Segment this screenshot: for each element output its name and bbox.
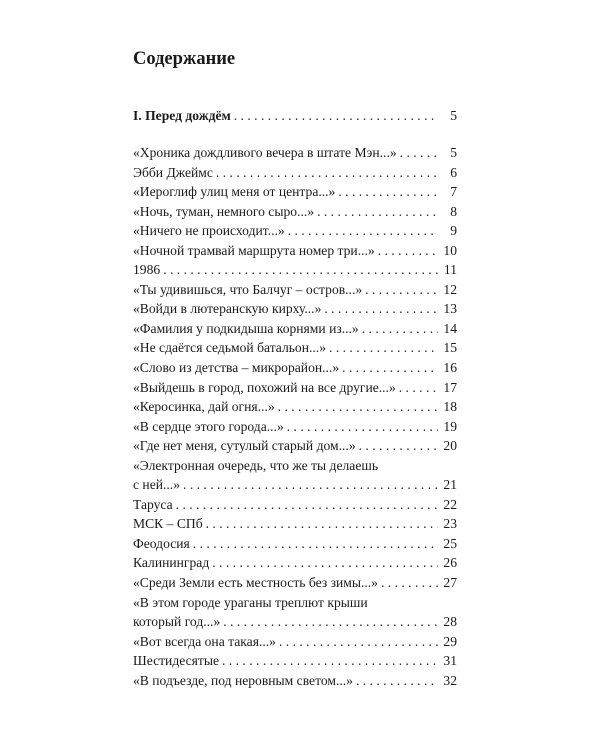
dot-leader [378,241,438,261]
dot-leader [365,280,438,300]
toc-entry[interactable] [133,534,457,554]
toc-entry-row [133,358,457,378]
dot-leader [324,299,438,319]
toc-entry-row [133,417,457,437]
toc-entry-row [133,514,457,534]
toc-entry-page: 5 [450,145,457,160]
dot-leader [400,143,438,163]
toc-entry-title: «Выйдешь в город, похожий на все другие...» [133,379,396,395]
dot-leader [216,163,438,183]
toc-entry-title: Калининград [133,555,210,571]
toc-entry-page: 12 [443,281,457,297]
toc-entry-row [133,553,457,573]
toc-entry[interactable] [133,436,457,456]
toc-entry[interactable] [133,260,457,280]
toc-entry-row [133,378,457,398]
toc-entry[interactable] [133,573,457,593]
toc-entry-page: 26 [443,555,457,571]
toc-section-page: 5 [450,108,457,123]
toc-entry[interactable] [133,456,457,495]
toc-entry-row [133,612,457,632]
toc-entry[interactable] [133,495,457,515]
dot-leader [278,397,438,417]
toc-entry-page: 11 [443,262,457,278]
toc-entry-title: «Ты удивишься, что Балчуг – остров...» [133,281,363,297]
toc-entry[interactable] [133,514,457,534]
toc-entry-title: 1986 [133,262,161,278]
toc-entry[interactable] [133,280,457,300]
toc-entry-title: «Керосинка, дай огня...» [133,399,275,415]
toc-section-row[interactable] [133,106,457,126]
dot-leader [338,182,438,202]
dot-leader [206,514,438,534]
toc-entry-page: 23 [443,516,457,532]
toc-entry[interactable] [133,299,457,319]
toc-entry-row [133,632,457,652]
toc-section [133,106,457,126]
toc-entry[interactable] [133,143,457,163]
dot-leader [176,495,438,515]
toc-entry[interactable] [133,221,457,241]
toc-entry-page: 10 [443,242,457,258]
dot-leader [287,417,438,437]
toc-entry-title: «Где нет меня, сутулый старый дом...» [133,438,356,454]
toc-entry-title: Шестидесятые [133,653,220,669]
toc-entry-page: 19 [443,418,457,434]
toc-entry[interactable] [133,671,457,691]
toc-entry[interactable] [133,241,457,261]
toc-entry[interactable] [133,632,457,652]
toc-entry-page: 14 [443,320,457,336]
page-title: Содержание [133,49,236,69]
toc-entry-page: 25 [443,535,457,551]
toc-entry-page: 22 [443,496,457,512]
toc-entry-row [133,299,457,319]
toc-entry-page: 13 [443,301,457,317]
toc-entry-title: «В подъезде, под неровным светом...» [133,672,353,688]
toc-entry-title: который год...» [133,614,221,630]
toc-entry-row [133,280,457,300]
toc-entry-page: 17 [443,379,457,395]
toc-entry[interactable] [133,651,457,671]
toc-entry[interactable] [133,397,457,417]
toc-entry-title: «Вот всегда она такая...» [133,633,276,649]
dot-leader [183,475,438,495]
toc-entry[interactable] [133,182,457,202]
toc-entry-title: МСК – СПб [133,516,203,532]
toc-entry-title: «Ничего не происходит...» [133,223,285,239]
toc-entry-title: Эбби Джеймс [133,164,213,180]
toc-entry-page: 32 [443,672,457,688]
toc-entry-row [133,319,457,339]
toc-entry-title: «Хроника дождливого вечера в штате Мэн...» [133,145,397,160]
toc-entry-title: «Среди Земли есть местность без зимы...» [133,575,378,591]
toc-list [133,143,457,690]
toc-entry-page: 8 [450,203,457,219]
toc-entry-title: «Иероглиф улиц меня от центра...» [133,184,336,200]
dot-leader [279,632,438,652]
toc-entry-row [133,202,457,222]
dot-leader [317,202,438,222]
toc-entry-row [133,182,457,202]
toc-entry[interactable] [133,163,457,183]
toc-entry-title: «Войди в лютеранскую кирху...» [133,301,322,317]
toc-entry[interactable] [133,378,457,398]
toc-entry-title-line: «В этом городе ураганы треплют крыши [133,594,368,610]
toc-entry[interactable] [133,593,457,632]
toc-entry[interactable] [133,338,457,358]
toc-entry-row [133,221,457,241]
dot-leader [163,260,438,280]
dot-leader [234,106,438,126]
toc-entry-title: «Не сдаётся седьмой батальон...» [133,340,327,356]
toc-entry-title: «Ночной трамвай маршрута номер три...» [133,242,375,258]
toc-entry-title: «Фамилия у подкидыша корнями из...» [133,320,359,336]
toc-entry-title: «Ночь, туман, немного сыро...» [133,203,315,219]
toc-entry-row [133,495,457,515]
toc-entry[interactable] [133,553,457,573]
toc-entry-page: 15 [443,340,457,356]
toc-entry-row [133,163,457,183]
toc-entry-page: 28 [443,614,457,630]
toc-entry-page: 6 [450,164,457,180]
toc-entry-page: 21 [443,477,457,493]
toc-entry-title: «Слово из детства – микрорайон...» [133,360,340,376]
toc-entry-page: 31 [443,653,457,669]
toc-entry-row [133,534,457,554]
dot-leader [359,436,438,456]
toc-entry-row [133,397,457,417]
dot-leader [362,319,438,339]
dot-leader [399,378,438,398]
toc-entry-row [133,436,457,456]
toc-entry-row [133,573,457,593]
dot-leader [342,358,438,378]
toc-entry[interactable] [133,202,457,222]
dot-leader [288,221,438,241]
toc-entry-row [133,241,457,261]
toc-entry-row [133,651,457,671]
dot-leader [222,651,438,671]
toc-entry-title: с ней...» [133,477,181,493]
toc-entry-title-line: «Электронная очередь, что же ты делаешь [133,457,379,473]
toc-entry-title: Таруса [133,496,173,512]
toc-entry-title: Феодосия [133,535,190,551]
toc-entry-row [133,671,457,691]
dot-leader [329,338,438,358]
toc-entry[interactable] [133,417,457,437]
dot-leader [223,612,438,632]
toc-entry-page: 9 [450,223,457,239]
dot-leader [212,553,438,573]
toc-entry-page: 18 [443,399,457,415]
dot-leader [193,534,438,554]
toc-entry-title: «В сердце этого города...» [133,418,284,434]
toc-entry-row [133,338,457,358]
toc-entry-page: 16 [443,360,457,376]
toc-entry[interactable] [133,358,457,378]
toc-entry-page: 27 [443,575,457,591]
toc-entry-row [133,143,457,163]
toc-entry[interactable] [133,319,457,339]
toc-entry-page: 29 [443,633,457,649]
dot-leader [356,671,438,691]
dot-leader [381,573,438,593]
toc-entry-page: 7 [450,184,457,200]
toc-entry-page: 20 [443,438,457,454]
toc-entry-row [133,475,457,495]
toc-section-title: I. Перед дождём [133,108,231,123]
toc-entry-row [133,260,457,280]
